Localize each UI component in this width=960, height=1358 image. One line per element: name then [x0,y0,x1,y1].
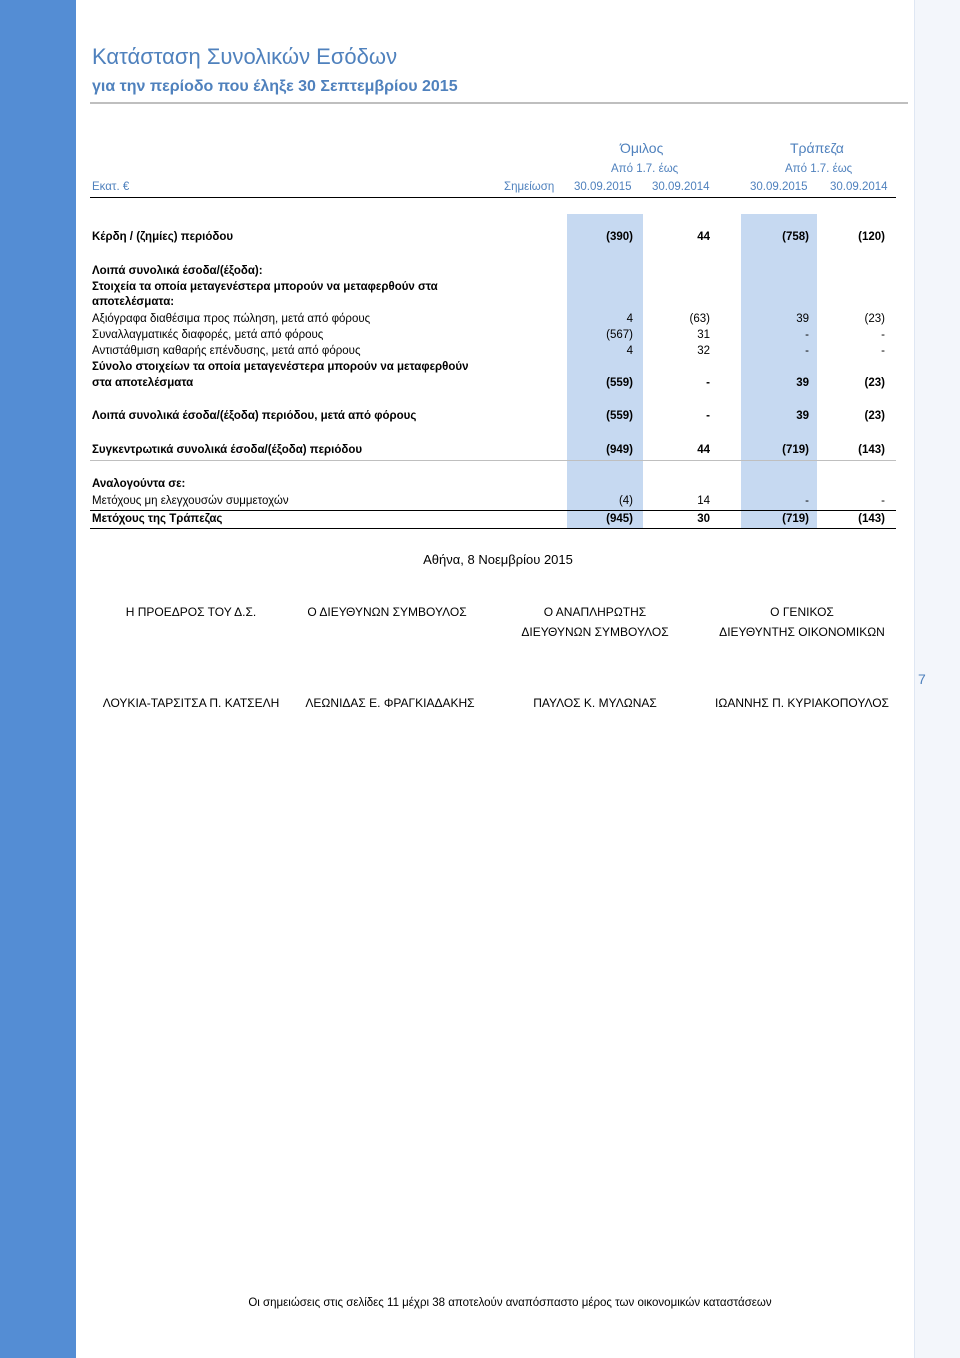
title-divider [90,102,908,104]
right-margin-divider [914,0,915,1358]
value-cell: 39 [796,313,809,325]
value-cell: (143) [858,513,885,525]
note-column-label: Σημείωση [504,181,555,193]
table-bottom-rule [90,528,896,529]
row-label: Σύνολο στοιχείων τα οποία μεταγενέστερα μπορούν να μεταφερθούν [92,361,469,373]
page-number: 7 [918,671,926,687]
value-cell: 39 [796,377,809,389]
place-date: Αθήνα, 8 Νοεμβρίου 2015 [423,552,573,567]
value-cell: (63) [689,313,710,325]
value-cell: 14 [697,495,710,507]
row-label: Αξιόγραφα διαθέσιμα προς πώληση, μετά από φόρους [92,313,371,325]
signatory-name: ΠΑΥΛΟΣ Κ. ΜΥΛΩΝΑΣ [533,696,657,710]
signatory-name: ΙΩΑΝΝΗΣ Π. ΚΥΡΙΑΚΟΠΟΥΛΟΣ [715,696,889,710]
value-cell: (390) [606,231,633,243]
value-cell: (143) [858,444,885,456]
left-accent-bar [0,0,76,1358]
value-cell: - [706,377,710,389]
value-cell: 44 [697,231,710,243]
row-label: Λοιπά συνολικά έσοδα/(έξοδα) περιόδου, μετά από φόρους [92,410,417,422]
value-cell: - [805,495,809,507]
bank-current-column-shade [741,214,817,528]
bank-period-label: Από 1.7. έως [785,163,853,175]
signature-title: Ο ΔΙΕΥΘΥΝΩΝ ΣΥΜΒΟΥΛΟΣ [307,605,467,619]
value-cell: 31 [697,329,710,341]
signatory-name: ΛΕΩΝΙΔΑΣ Ε. ΦΡΑΓΚΙΑΔΑΚΗΣ [305,696,475,710]
page-subtitle: για την περίοδο που έληξε 30 Σεπτεμβρίου 2015 [92,78,458,95]
group-current-column-shade [567,214,643,528]
footer-note: Οι σημειώσεις στις σελίδες 11 μέχρι 38 αποτελούν αναπόσπαστο μέρος των οικονομικών καταστάσεων [248,1297,772,1309]
date-column-4: 30.09.2014 [830,181,888,193]
signature-title: Ο ΑΝΑΠΛΗΡΩΤΗΣ [543,605,647,619]
row-label: Μετόχους μη ελεγχουσών συμμετοχών [92,495,289,507]
value-cell: (719) [782,444,809,456]
value-cell: (719) [782,513,809,525]
signature-title: ΔΙΕΥΘΥΝΤΗΣ ΟΙΚΟΝΟΜΙΚΩΝ [719,625,885,639]
row-label: Στοιχεία τα οποία μεταγενέστερα μπορούν να μεταφερθούν στα [92,281,438,293]
value-cell: (559) [606,410,633,422]
row-label: Συγκεντρωτικά συνολικά έσοδα/(έξοδα) περιόδου [92,444,363,456]
value-cell: (567) [606,329,633,341]
value-cell: (949) [606,444,633,456]
date-column-2: 30.09.2014 [652,181,710,193]
value-cell: (23) [864,313,885,325]
signature-title: ΔΙΕΥΘΥΝΩΝ ΣΥΜΒΟΥΛΟΣ [521,625,669,639]
value-cell: (559) [606,377,633,389]
total-underline [90,460,896,461]
date-column-1: 30.09.2015 [574,181,632,193]
value-cell: 44 [697,444,710,456]
row-label: Αντιστάθμιση καθαρής επένδυσης, μετά από φόρους [92,345,361,357]
value-cell: (4) [618,495,633,507]
row-label: αποτελέσματα: [92,296,175,308]
group-column-header: Όμιλος [620,140,664,156]
value-cell: - [881,329,885,341]
value-cell: - [881,345,885,357]
signatory-name: ΛΟΥΚΙΑ-ΤΑΡΣΙΤΣΑ Π. ΚΑΤΣΕΛΗ [102,696,280,710]
value-cell: 4 [626,345,633,357]
value-cell: (23) [864,377,885,389]
value-cell: (23) [864,410,885,422]
value-cell: (120) [858,231,885,243]
value-cell: - [706,410,710,422]
row-label: στα αποτελέσματα [92,377,194,389]
date-column-3: 30.09.2015 [750,181,808,193]
value-cell: (758) [782,231,809,243]
page-title: Κατάσταση Συνολικών Εσόδων [92,44,398,69]
row-divider [90,510,896,511]
header-divider [90,197,896,198]
category-label: Εκατ. € [92,181,130,193]
row-label: Μετόχους της Τράπεζας [92,513,223,525]
value-cell: 32 [697,345,710,357]
signature-title: Ο ΓΕΝΙΚΟΣ [770,605,834,619]
bank-column-header: Τράπεζα [790,140,844,156]
signature-title: Η ΠΡΟΕΔΡΟΣ ΤΟΥ Δ.Σ. [125,605,257,619]
value-cell: - [805,345,809,357]
row-label: Κέρδη / (ζημίες) περιόδου [92,231,234,243]
row-label: Λοιπά συνολικά έσοδα/(έξοδα): [92,265,263,277]
row-label: Συναλλαγματικές διαφορές, μετά από φόρους [92,329,324,341]
value-cell: - [805,329,809,341]
row-label: Αναλογούντα σε: [92,478,186,490]
value-cell: - [881,495,885,507]
group-period-label: Από 1.7. έως [611,163,679,175]
value-cell: 4 [626,313,633,325]
value-cell: 39 [796,410,809,422]
value-cell: 30 [697,513,710,525]
value-cell: (945) [606,513,633,525]
